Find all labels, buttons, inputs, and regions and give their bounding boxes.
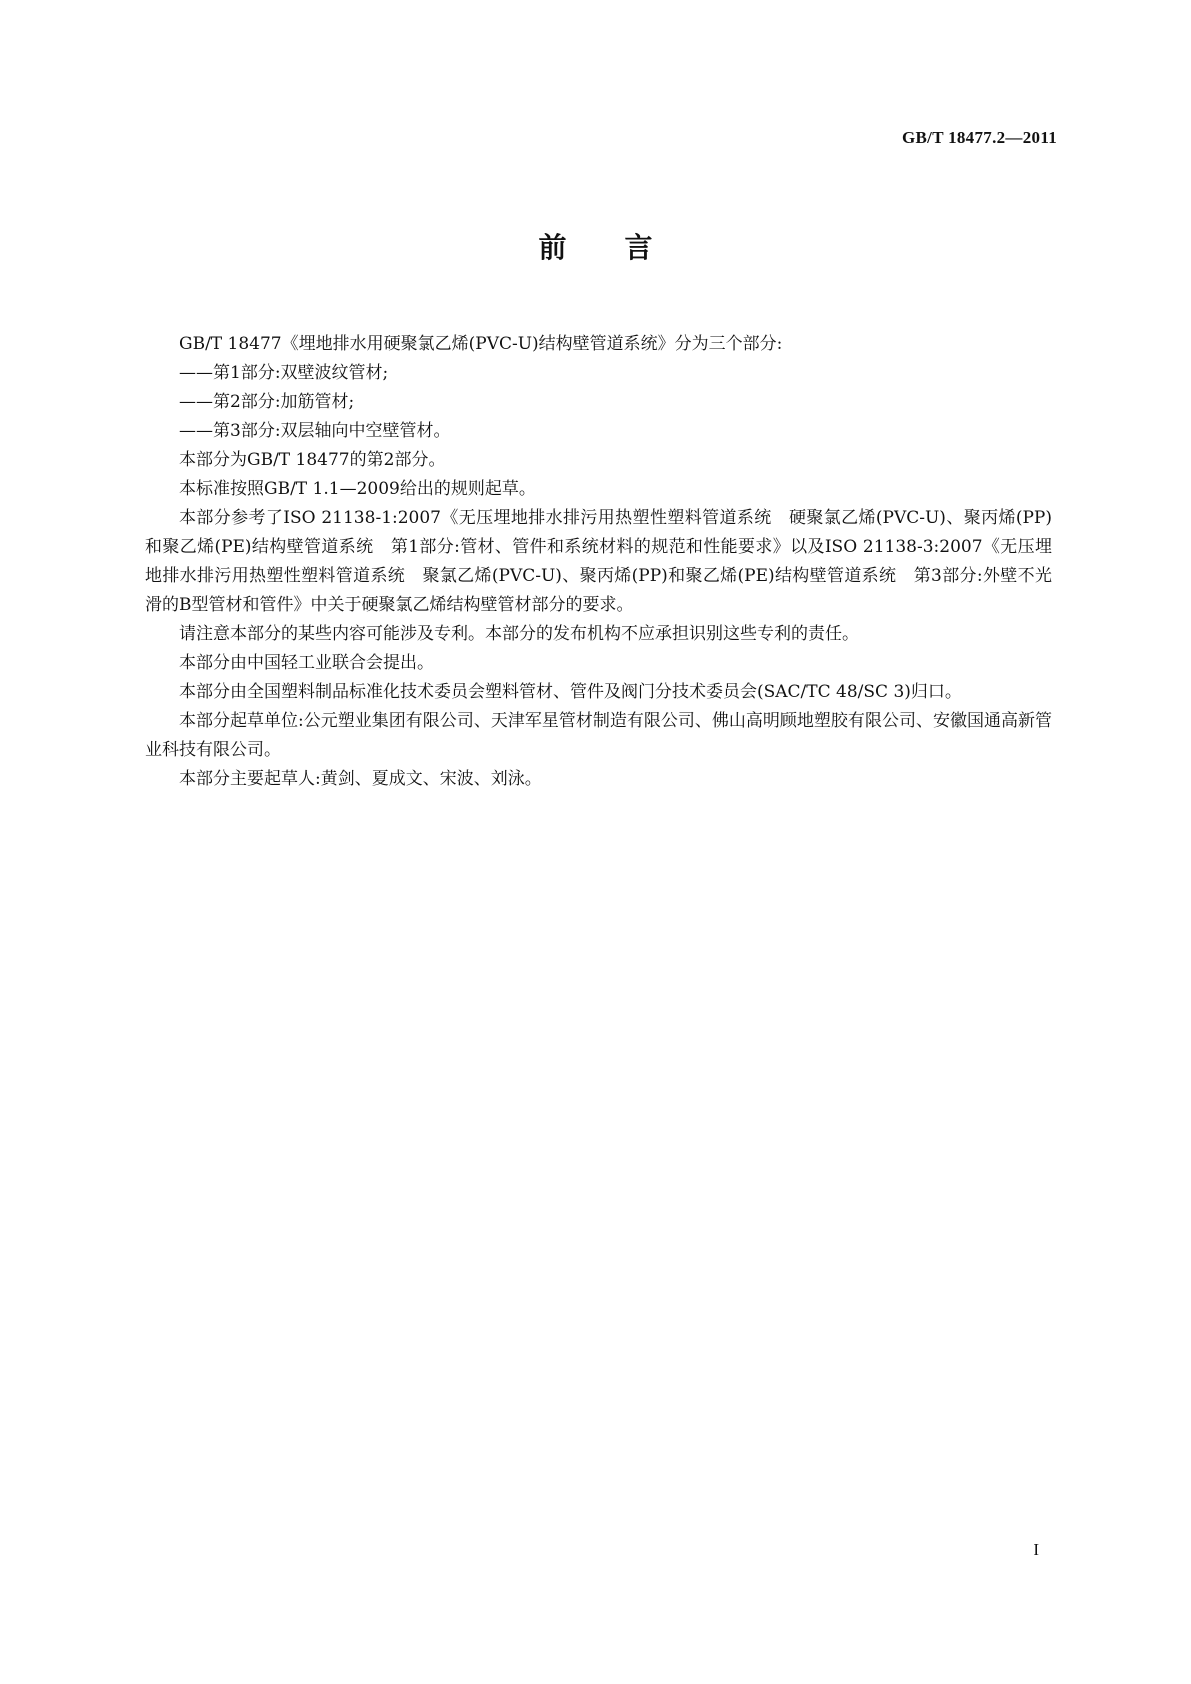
list-item-part-1: ——第1部分:双壁波纹管材; — [179, 363, 389, 383]
paragraph-parts-overview: GB/T 18477《埋地排水用硬聚氯乙烯(PVC-U)结构壁管道系统》分为三个部分: — [179, 334, 783, 354]
paragraph-technical-committee: 本部分由全国塑料制品标准化技术委员会塑料管材、管件及阀门分技术委员会(SAC/TC 48/SC 3)归口。 — [179, 682, 962, 702]
page-number: I — [1033, 1540, 1039, 1559]
list-item-part-2: ——第2部分:加筋管材; — [179, 392, 355, 412]
paragraph-patent-notice: 请注意本部分的某些内容可能涉及专利。本部分的发布机构不应承担识别这些专利的责任。 — [179, 624, 859, 644]
foreword-body — [145, 330, 1052, 794]
paragraph-drafting-organizations: 本部分起草单位:公元塑业集团有限公司、天津军星管材制造有限公司、佛山高明顾地塑胶有限公司、安徽国通高新管业科技有限公司。 — [145, 711, 1052, 760]
paragraph-proposed-by: 本部分由中国轻工业联合会提出。 — [179, 653, 434, 673]
paragraph-drafting-rules: 本标准按照GB/T 1.1—2009给出的规则起草。 — [179, 479, 536, 499]
standard-number: GB/T 18477.2—2011 — [902, 128, 1057, 147]
paragraph-this-part: 本部分为GB/T 18477的第2部分。 — [179, 450, 446, 470]
list-item-part-3: ——第3部分:双层轴向中空壁管材。 — [179, 421, 451, 441]
paragraph-main-drafters: 本部分主要起草人:黄剑、夏成文、宋波、刘泳。 — [179, 769, 542, 789]
paragraph-references: 本部分参考了ISO 21138-1:2007《无压埋地排水排污用热塑性塑料管道系统 硬聚氯乙烯(PVC-U)、聚丙烯(PP)和聚乙烯(PE)结构壁管道系统 第1部分:管材、管件和系统材料的规范和性能要求》以及ISO 21138-3:2007《无压埋地排水排污用热塑性塑料管道系统 聚氯乙烯(PVC-U)、聚丙烯(PP)和聚乙烯(PE)结构壁管道系统 第3部分:外壁不光滑的B型管材和管件》中关于硬聚氯乙烯结构壁管材部分的要求。 — [145, 508, 1052, 615]
page-title: 前言 — [538, 231, 711, 264]
